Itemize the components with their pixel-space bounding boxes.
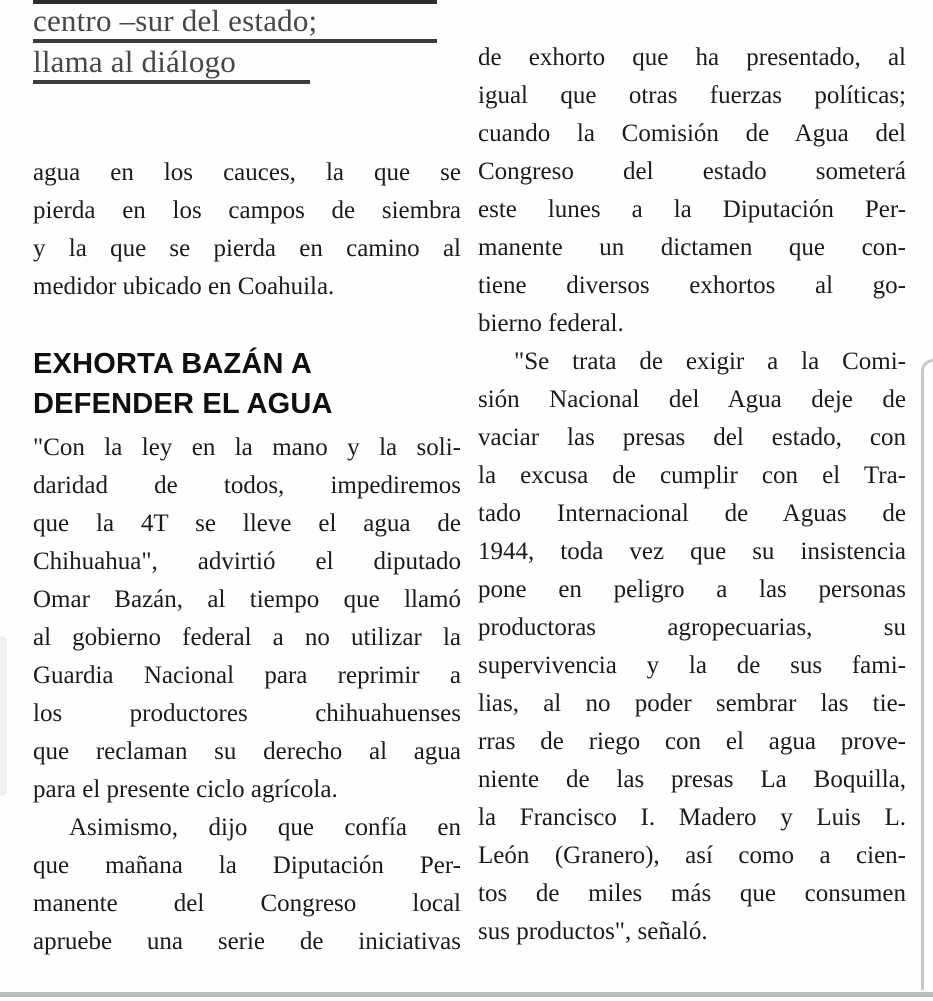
text-line: este lunes a la Diputación Per- [478, 196, 906, 223]
text-line: tado Internacional de Aguas de [478, 500, 906, 527]
left-text-column [33, 154, 461, 961]
text-line: para el presente ciclo agrícola. [33, 776, 338, 803]
text-line: 1944, toda vez que su insistencia [478, 538, 906, 565]
text-line: cuando la Comisión de Agua del [478, 120, 906, 147]
adjacent-box-frame-corner [921, 359, 933, 990]
text-line: pierda en los campos de siembra [33, 197, 461, 224]
right-text-column [478, 39, 906, 951]
text-line: sus productos", señaló. [478, 918, 708, 945]
text-line: Congreso del estado someterá [478, 158, 906, 185]
text-line: rras de riego con el agua prove- [478, 728, 906, 755]
text-line: la excusa de cumplir con el Tra- [478, 462, 906, 489]
text-line: bierno federal. [478, 310, 624, 337]
text-line: Guardia Nacional para reprimir a [33, 662, 461, 689]
paragraph [33, 809, 461, 961]
text-line: Asimismo, dijo que confía en [69, 814, 461, 841]
paragraph [33, 429, 461, 809]
text-line: los productores chihuahuenses [33, 700, 461, 727]
text-line: apruebe una serie de iniciativas [33, 928, 461, 955]
headline-line: llama al diálogo [33, 43, 310, 84]
text-line: y la que se pierda en camino al [33, 235, 461, 262]
text-line: medidor ubicado en Coahuila. [33, 273, 335, 300]
text-line: supervivencia y la de sus fami- [478, 652, 906, 679]
text-line: al gobierno federal a no utilizar la [33, 624, 461, 651]
text-line: la Francisco I. Madero y Luis L. [478, 804, 906, 831]
paragraph [33, 154, 461, 306]
text-line: que reclaman su derecho al agua [33, 738, 461, 765]
scan-edge-artifact [0, 636, 7, 796]
text-line: "Con la ley en la mano y la soli- [33, 434, 461, 461]
text-line: tos de miles más que consumen [478, 880, 906, 907]
bottom-page-rule [0, 992, 933, 997]
paragraph [478, 343, 906, 951]
text-line: manente un dictamen que con- [478, 234, 906, 261]
text-line: niente de las presas La Boquilla, [478, 766, 906, 793]
text-line: Omar Bazán, al tiempo que llamó [33, 586, 461, 613]
text-line: daridad de todos, impediremos [33, 472, 461, 499]
paragraph [478, 39, 906, 343]
text-line: Chihuahua", advirtió el diputado [33, 548, 461, 575]
text-line: que mañana la Diputación Per- [33, 852, 461, 879]
text-line: manente del Congreso local [33, 890, 461, 917]
text-line: pone en peligro a las personas [478, 576, 906, 603]
text-line: productoras agropecuarias, su [478, 614, 906, 641]
text-line: "Se trata de exigir a la Comi- [514, 348, 906, 375]
section-subheading [33, 344, 461, 424]
headline-line: centro –sur del estado; [33, 2, 437, 43]
text-line: León (Granero), así como a cien- [478, 842, 906, 869]
text-line: agua en los cauces, la que se [33, 159, 461, 186]
text-line: sión Nacional del Agua deje de [478, 386, 906, 413]
subheading-line: DEFENDER EL AGUA [33, 388, 333, 420]
text-line: de exhorto que ha presentado, al [478, 44, 906, 71]
subheading-line: EXHORTA BAZÁN A [33, 348, 313, 380]
text-line: que la 4T se lleve el agua de [33, 510, 461, 537]
text-line: lias, al no poder sembrar las tie- [478, 690, 906, 717]
text-line: igual que otras fuerzas políticas; [478, 82, 906, 109]
text-line: tiene diversos exhortos al go- [478, 272, 906, 299]
text-line: vaciar las presas del estado, con [478, 424, 906, 451]
article-headline [33, 2, 463, 84]
